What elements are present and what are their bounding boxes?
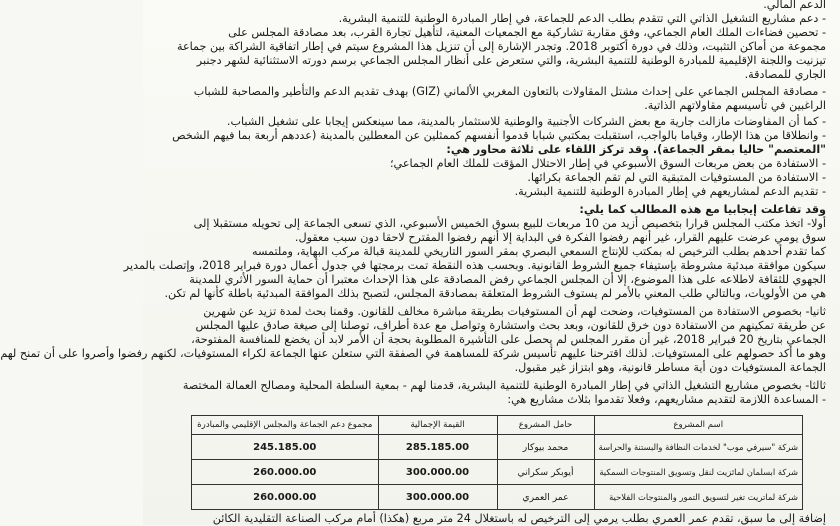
text-line: ثانيا- بخصوص الاستفادة من المستوفيات، وضحت لهم أن المستوفيات بطريقة مباشرة مخالف للقانون. وقمنا بحث لمدة تزيد عن شهرين: [203, 305, 826, 318]
text-line: - الاستفادة من بعض مربعات السوق الأسبوعي في إطار الاحتلال المؤقت للملك العام الجماعي؛: [389, 157, 826, 170]
support-cell: 245.185.00: [192, 435, 379, 460]
support-cell: 260.000.00: [192, 460, 379, 485]
column-header: اسم المشروع: [594, 416, 803, 435]
text-line: الراغبين في تأسيسهم مقاولاتهم الذاتية.: [644, 99, 826, 112]
total-cell: 300.000.00: [378, 460, 497, 485]
projects-table: [191, 415, 803, 510]
text-line: سيكون موافقة مبدئية مشروطة بإستيفاء جميع الشروط القانونية. وبحسب هذه النقطة تمت برمجتها في جدول أعمال دورة فبراير 2018، وإتصلت بالمدير: [123, 259, 826, 272]
holder-cell: محمد بيوكار: [497, 435, 594, 460]
text-line: وهو ما أكد حصولهم على المستوفيات. لذلك اقترحنا عليهم تأسيس شركة للمساهمة في الصفقة التي ستعلن عنها الجماعة لكراء المستوفيات، لكنهم رفضوا وأصروا على أن تمنح لهم: [0, 347, 826, 360]
text-line: - تقديم الدعم لمشاريعهم في إطار المبادرة الوطنية للتنمية البشرية.: [514, 185, 826, 198]
text-line: هي من الأولويات، وبالتالي طلب المعني بالأمر لم يستوف الشروط المتعلقة بمصادقة المجلس، لتصبح بذلك الموافقة المبدئية باطلة كأنها لم تكن.: [164, 287, 826, 300]
text-line: الجهوي للثقافة لاطلاعه على هذا الموضوع، إلا أن المجلس الجماعي رفض المصادقة على هذا الإحداث معتبرا أن حماية السور الأثري للمدينة: [189, 273, 826, 286]
table-row: [192, 435, 803, 460]
total-cell: 300.000.00: [378, 485, 497, 510]
table-header-row: [192, 416, 803, 435]
text-line: وقد تفاعلت إيجابيا مع هذه المطالب كما يلي:: [579, 203, 826, 216]
text-line: الجماعة المستوفيات دون أية مساطر قانونية، وهو ابتزاز غير مقبول.: [514, 361, 826, 374]
text-line: عن طريقة تمكينهم من الاستفادة دون خرق للقانون، وبعد بحث واستشارة وتواصل مع عدة أطراف، توصلنا إلى صيغة صادق عليها المجلس: [195, 319, 826, 332]
column-header: القيمة الإجمالية: [378, 416, 497, 435]
support-cell: 260.000.00: [192, 485, 379, 510]
text-line: ثالثا- بخصوص مشاريع التشغيل الذاتي في إطار المبادرة الوطنية للتنمية البشرية، قدمنا لهم - بمعية السلطة المحلية ومصالح العمالة المختصة: [182, 379, 826, 392]
text-line: الجماعي بتاريخ 20 فبراير 2018، غير أن مقرر المجلس لم يحصل على التأشيرة المطلوبة بحجة أن الأمر لابد أن يخضع للمنافسة المفتوحة،: [191, 333, 826, 346]
text-line: - المساعدة اللازمة لتقديم مشاريعهم، وفعلا تقدموا بثلاث مشاريع هي:: [507, 393, 826, 406]
text-line: - دعم مشاريع التشغيل الذاتي التي تتقدم بطلب الدعم للجماعة، في إطار المبادرة الوطنية للتنمية البشرية.: [338, 12, 826, 25]
text-line: - الاستفادة من المستوفيات المتبقية التي لم تقم الجماعة بكرائها.: [527, 171, 826, 184]
table-row: [192, 460, 803, 485]
text-line: "المعتصم" حاليا بمقر الجماعة). وقد تركز اللقاء على ثلاثة محاور هي:: [446, 143, 826, 156]
text-line: الدعم المالي.: [763, 0, 826, 11]
text-line: الجاري للمصادقة.: [744, 68, 826, 81]
project-cell: شركة "سيرفي موب" لخدمات النظافة والبستنة والحراسة: [594, 435, 803, 460]
project-cell: شركة لماتريت تغير لتسويق التمور والمنتوجات الفلاحية: [594, 485, 803, 510]
text-line: - تحصين فضاءات الملك العام الجماعي، وفق مقاربة تشاركية مع الجمعيات المعنية، لتأهيل تجارة القرب، بعد مصادقة المجلس على: [228, 26, 826, 39]
table-row: [192, 485, 803, 510]
column-header: مجموع دعم الجماعة والمجلس الإقليمي والمبادرة: [192, 416, 379, 435]
text-line: سوق يومي عرضت عليهم القرار، غير أنهم رفضوا الفكرة في البداية إلا أنهم رفضوا المقترح لاحقا دون سبب معقول.: [294, 231, 826, 244]
total-cell: 285.185.00: [378, 435, 497, 460]
text-line: - مصادقة المجلس الجماعي على إحداث مشتل المقاولات بالتعاون المغربي الألماني (GIZ) بهدف تقديم الدعم والتأطير والمصاحبة للشباب: [193, 85, 826, 98]
text-line: - كما أن المفاوضات مازالت جارية مع بعض الشركات الأجنبية والوطنية للاستثمار بالمدينة، مما سينعكس إيجابا على تشغيل الشباب.: [226, 115, 826, 128]
column-header: حامل المشروع: [497, 416, 594, 435]
holder-cell: أيوبكر سكراني: [497, 460, 594, 485]
text-line: مجموعة من أماكن التثبيت، وذلك في دورة أكتوبر 2018. وتجدر الإشارة إلى أن تنزيل هذا المشروع سيتم في إطار اتفاقية الشراكة بين جماعة: [176, 40, 826, 53]
text-line: أولا- اتخذ مكتب المجلس قرارا بتخصيص أزيد من 10 مربعات للبيع بسوق الخميس الأسبوعي، الذي تسعى الجماعة إلى تحويله مستقبلا إلى: [193, 217, 826, 230]
text-line: تيزنيت واللجنة الإقليمية للمبادرة الوطنية للتنمية البشرية، والتي ستعرض على أنظار المجلس الجماعي برسم دورته الاستثنائية لشهر دجنبر: [196, 54, 826, 67]
text-line: إضافة إلى ما سبق، تقدم عمر العمري بطلب يرمي إلى الترخيص له باستغلال 24 متر مربع (هكذا) أمام مركب الصناعة التقليدية الكائن: [212, 512, 826, 525]
project-cell: شركة ابسلمان لمائزيت لنقل وتسويق المنتوجات السمكية: [594, 460, 803, 485]
text-line: - وانطلاقا من هذا الإطار، وقياما بالواجب، استقبلت بمكتبي شبابا قدموا أنفسهم كممثلين عن المعطلين بالمدينة (عددهم أربعة بما فيهم الشخص: [172, 129, 826, 142]
text-line: كما تقدم أحدهم بطلب الترخيص له بمكتب للإنتاج السمعي البصري بمقر السور التاريخي للمدينة قبالة مركب البهاية، وملتمسه: [252, 245, 826, 258]
holder-cell: عمر العمري: [497, 485, 594, 510]
